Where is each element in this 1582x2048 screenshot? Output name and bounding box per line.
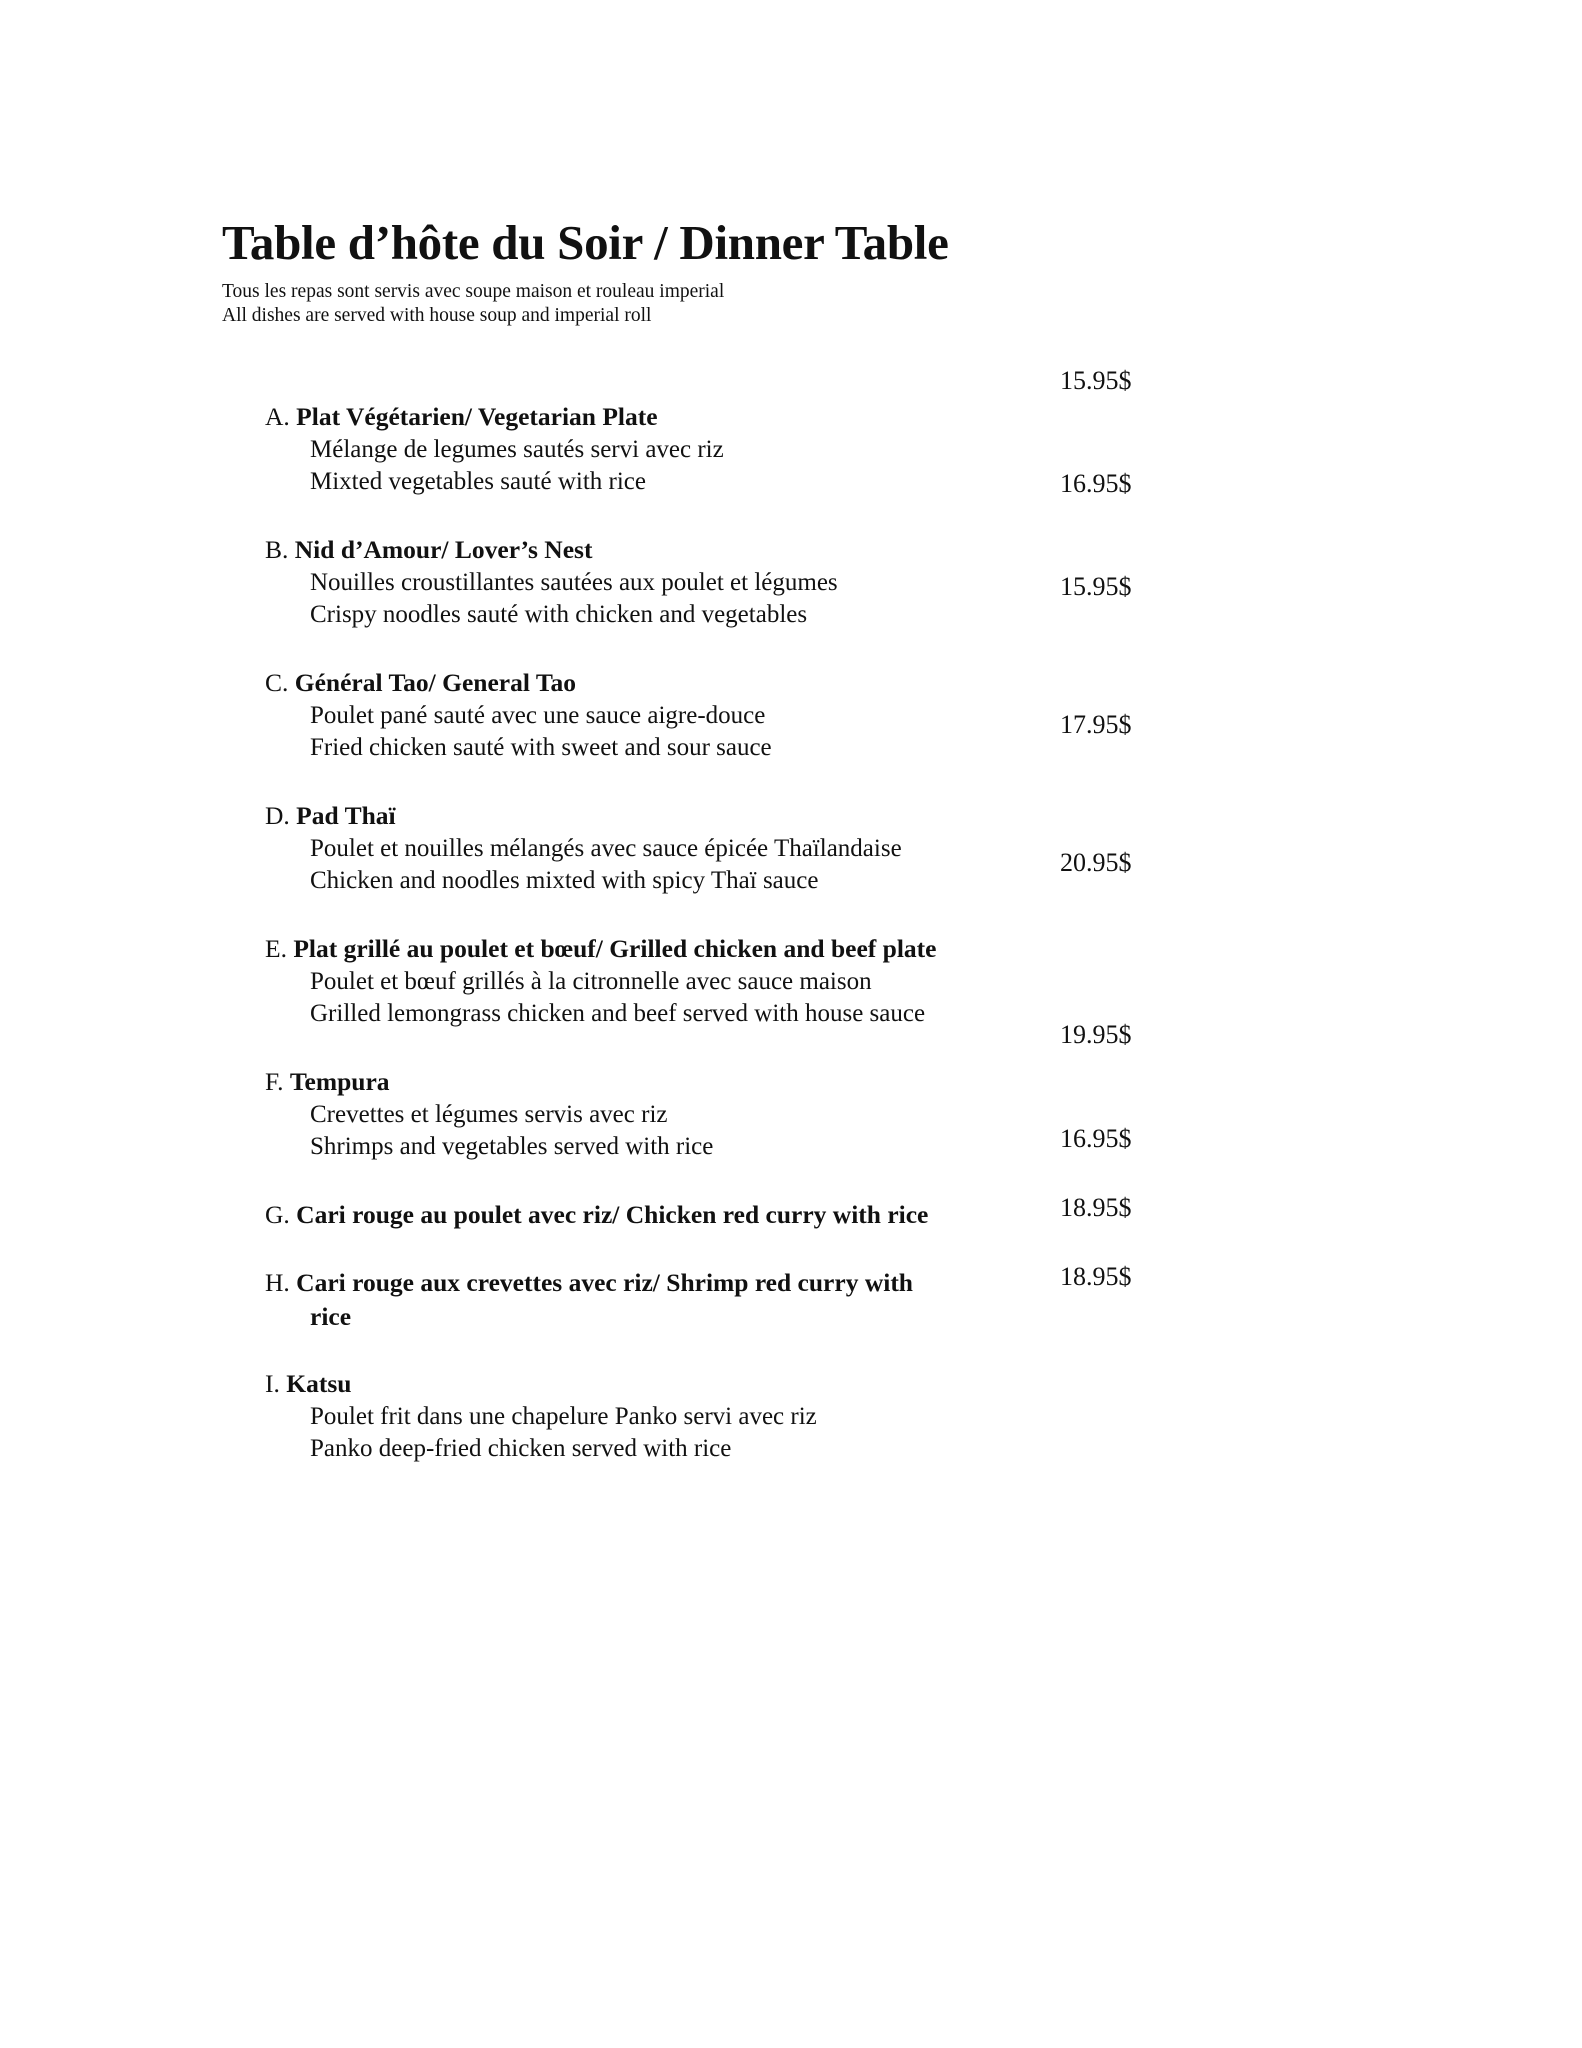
menu-item-letter: D. (265, 801, 290, 830)
menu-item-a-desc-fr: Mélange de legumes sautés servi avec riz (310, 436, 724, 463)
menu-item-f-heading (265, 1067, 390, 1097)
price-3: 15.95$ (1060, 572, 1132, 601)
menu-item-c-desc-en: Fried chicken sauté with sweet and sour sauce (310, 734, 772, 761)
price-4: 17.95$ (1060, 710, 1132, 739)
menu-item-f-desc-fr: Crevettes et légumes servis avec riz (310, 1101, 668, 1128)
menu-item-i-heading (265, 1369, 351, 1399)
menu-item-h-heading (265, 1268, 913, 1298)
menu-item-d-heading (265, 801, 396, 831)
price-7: 16.95$ (1060, 1124, 1132, 1153)
price-5: 20.95$ (1060, 848, 1132, 877)
menu-item-g-heading (265, 1200, 928, 1230)
menu-item-name: Katsu (286, 1369, 352, 1398)
menu-item-letter: A. (265, 402, 290, 431)
menu-item-letter: I. (265, 1369, 280, 1398)
menu-item-h-name-continued: rice (310, 1302, 352, 1331)
menu-item-letter: B. (265, 535, 289, 564)
menu-item-letter: G. (265, 1200, 290, 1229)
menu-item-name: Pad Thaï (296, 801, 396, 830)
menu-item-c-heading (265, 668, 576, 698)
price-1: 15.95$ (1060, 366, 1132, 395)
menu-item-letter: H. (265, 1268, 290, 1297)
price-6: 19.95$ (1060, 1020, 1132, 1049)
subtitle-french: Tous les repas sont servis avec soupe maison et rouleau imperial (222, 281, 725, 302)
menu-item-b-desc-fr: Nouilles croustillantes sautées aux poulet et légumes (310, 569, 838, 596)
menu-item-b-desc-en: Crispy noodles sauté with chicken and vegetables (310, 601, 808, 628)
menu-item-name: Plat grillé au poulet et bœuf/ Grilled chicken and beef plate (293, 934, 937, 963)
menu-item-f-desc-en: Shrimps and vegetables served with rice (310, 1133, 714, 1160)
price-8: 18.95$ (1060, 1193, 1132, 1222)
menu-item-name: Plat Végétarien/ Vegetarian Plate (296, 402, 658, 431)
menu-item-c-desc-fr: Poulet pané sauté avec une sauce aigre-douce (310, 702, 766, 729)
menu-item-name: Cari rouge au poulet avec riz/ Chicken red curry with rice (296, 1200, 929, 1229)
menu-item-name: Général Tao/ General Tao (294, 668, 577, 697)
menu-item-name: Cari rouge aux crevettes avec riz/ Shrimp red curry with (296, 1268, 913, 1297)
menu-item-e-desc-fr: Poulet et bœuf grillés à la citronnelle avec sauce maison (310, 968, 872, 995)
menu-item-letter: E. (265, 934, 287, 963)
menu-item-d-desc-fr: Poulet et nouilles mélangés avec sauce épicée Thaïlandaise (310, 835, 902, 862)
menu-item-e-heading (265, 934, 936, 964)
page-title: Table d’hôte du Soir / Dinner Table (222, 215, 949, 270)
price-9: 18.95$ (1060, 1262, 1132, 1291)
menu-item-name: Tempura (289, 1067, 390, 1096)
menu-item-a-heading (265, 402, 658, 432)
menu-item-i-desc-en: Panko deep-fried chicken served with rice (310, 1435, 732, 1462)
menu-item-letter: F. (265, 1067, 284, 1096)
menu-item-d-desc-en: Chicken and noodles mixted with spicy Thaï sauce (310, 867, 819, 894)
menu-item-letter: C. (265, 668, 289, 697)
menu-item-b-heading (265, 535, 592, 565)
menu-item-e-desc-en: Grilled lemongrass chicken and beef served with house sauce (310, 1000, 926, 1027)
menu-item-name: Nid d’Amour/ Lover’s Nest (294, 535, 593, 564)
menu-item-i-desc-fr: Poulet frit dans une chapelure Panko servi avec riz (310, 1403, 817, 1430)
subtitle-english: All dishes are served with house soup and imperial roll (222, 305, 652, 326)
price-2: 16.95$ (1060, 469, 1132, 498)
menu-item-a-desc-en: Mixted vegetables sauté with rice (310, 468, 646, 495)
